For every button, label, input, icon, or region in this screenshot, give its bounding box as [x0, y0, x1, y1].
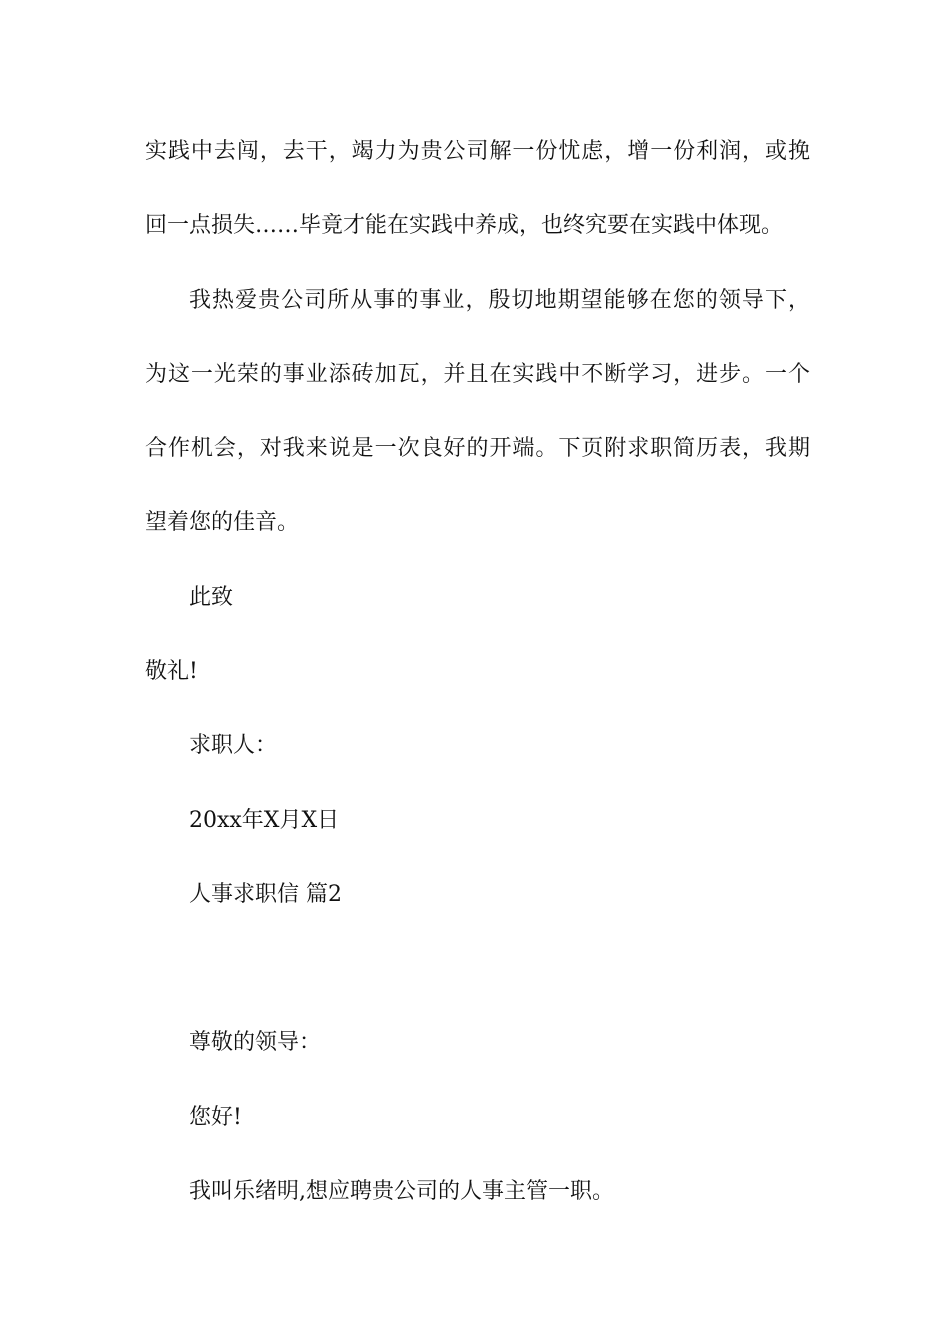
- paragraph-line: 回一点损失……毕竟才能在实践中养成，也终究要在实践中体现。: [145, 213, 784, 238]
- closing-line: 此致: [189, 585, 234, 610]
- salutation: 尊敬的领导：: [189, 1030, 322, 1055]
- paragraph-line: 我热爱贵公司所从事的事业，殷切地期望能够在您的领导下，: [189, 288, 810, 313]
- paragraph-line: 实践中去闯，去干，竭力为贵公司解一份忧虑，增一份利润，或挽: [145, 139, 810, 164]
- date-line: 20xx年X月X日: [189, 808, 340, 833]
- signature-line: 求职人：: [189, 733, 278, 758]
- paragraph-line: 望着您的佳音。: [145, 510, 300, 535]
- section-title: 人事求职信 篇2: [189, 882, 342, 907]
- paragraph-line: 为这一光荣的事业添砖加瓦，并且在实践中不断学习，进步。一个: [145, 362, 810, 387]
- closing-line: 敬礼!: [145, 659, 198, 684]
- greeting: 您好!: [189, 1105, 242, 1130]
- intro-line: 我叫乐绪明,想应聘贵公司的人事主管一职。: [189, 1179, 614, 1204]
- paragraph-line: 合作机会，对我来说是一次良好的开端。下页附求职简历表，我期: [145, 436, 810, 461]
